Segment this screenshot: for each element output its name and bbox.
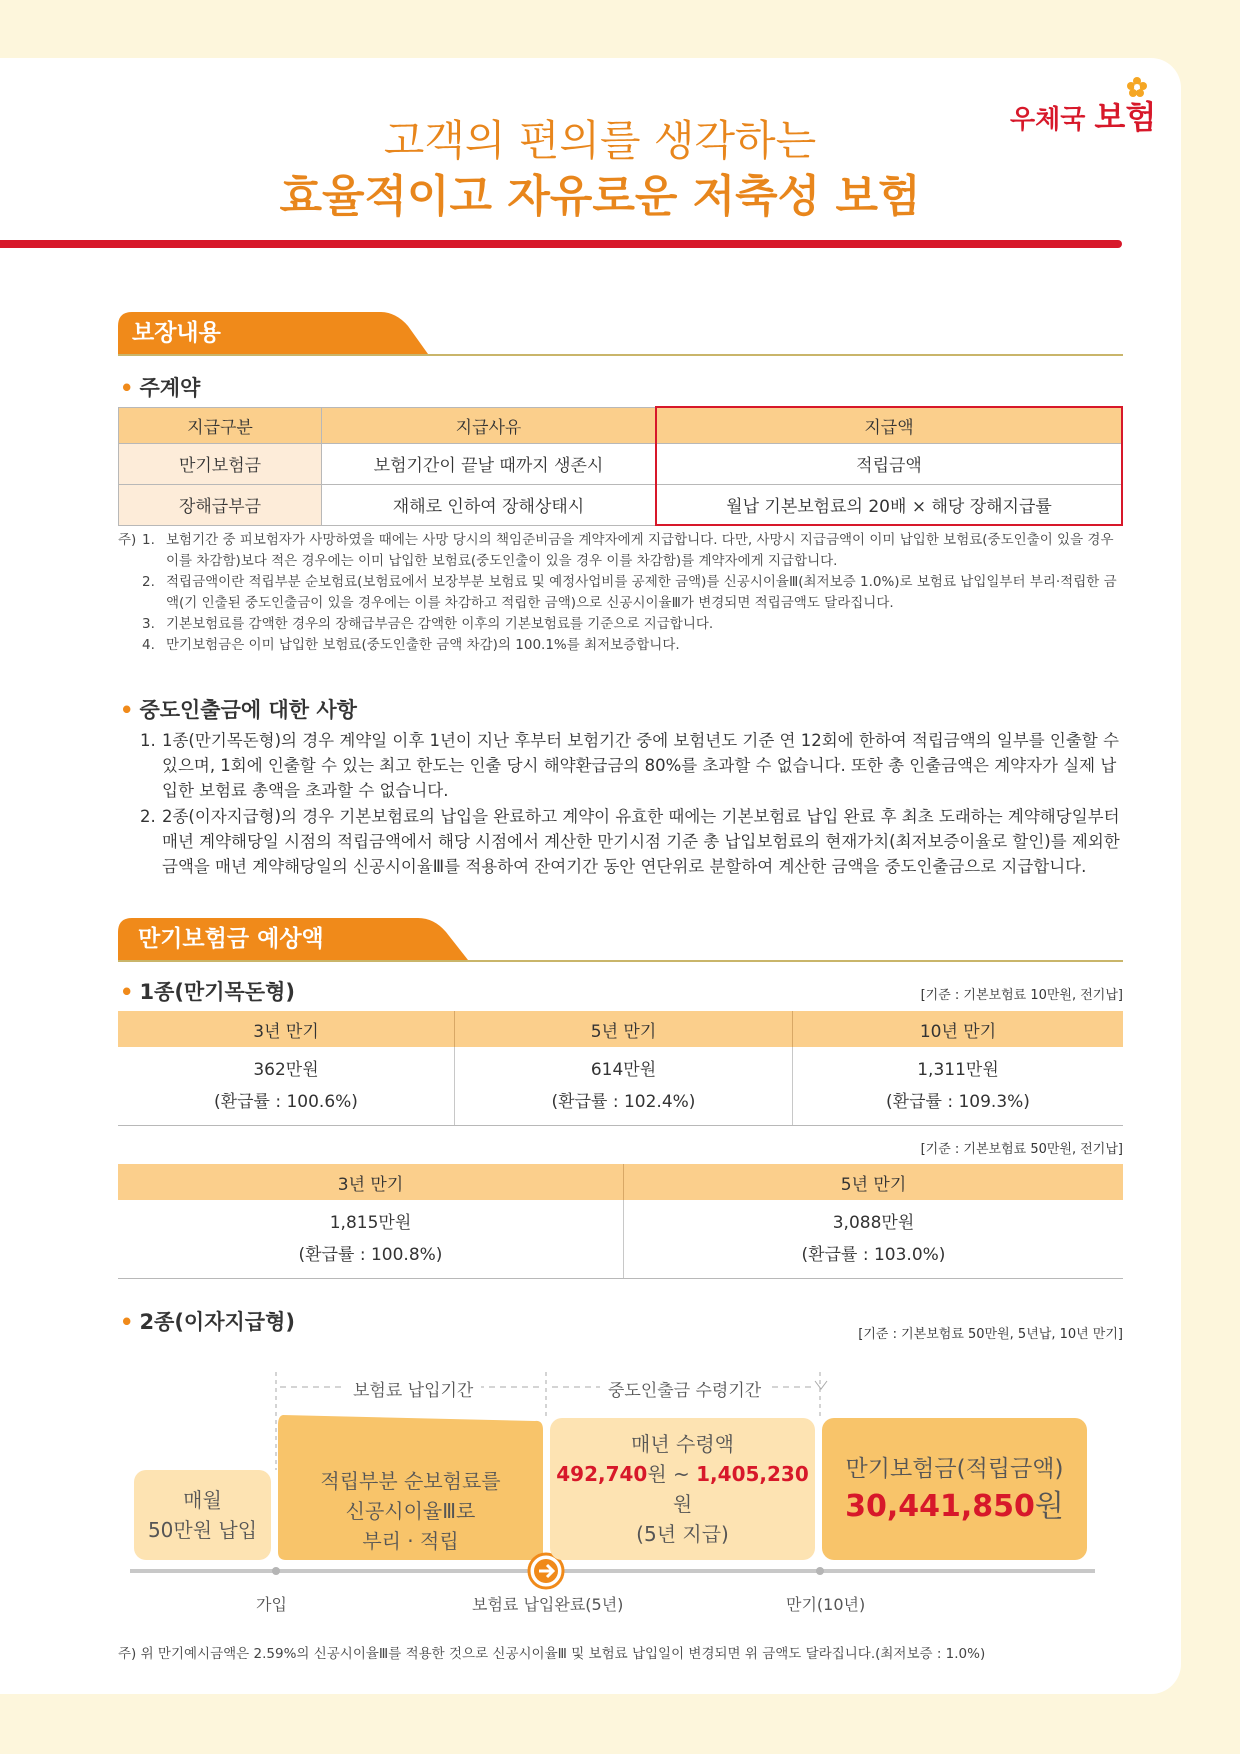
section-title-maturity: 만기보험금 예상액 [138, 926, 324, 952]
subsection-label: 주계약 [139, 376, 201, 400]
basis-note: [기준 : 기본보험료 10만원, 전기납] [920, 988, 1123, 1003]
subsection-label: 1종(만기목돈형) [139, 980, 295, 1004]
bullet-dot: • [120, 376, 134, 400]
basis-note: [기준 : 기본보험료 50만원, 전기납] [920, 1142, 1123, 1157]
table-header-cell: 지급액 [656, 407, 1122, 443]
note-item: 2. 적립금액이란 적립부분 순보험료(보험료에서 보장부분 보험료 및 예정사업비를 공제한 금액)를 신공시이율Ⅲ(최저보증 1.0%)로 보험료 납입일부터 부리·적립한 금액(기 인출된 중도인출금이 있을 경우에는 이를 차감하고 적립한 금액)으로 신공시이율Ⅲ가 변경되면 적립금액도 달라집니다. [142, 574, 1117, 611]
box-maturity-amount: 만기보험금(적립금액) 30,441,850원 [822, 1418, 1087, 1560]
bullet-dot: • [120, 698, 134, 722]
title-line1: 고객의 편의를 생각하는 [383, 116, 817, 165]
table-cell: 장해급부금 [119, 484, 322, 525]
note-item: 4. 만기보험금은 이미 납입한 보험료(중도인출한 금액 차감)의 100.1%를 최저보증합니다. [142, 637, 680, 653]
title-line2: 효율적이고 자유로운 저축성 보험 [279, 171, 921, 222]
table-header-cell: 5년 만기 [624, 1164, 1124, 1200]
table-cell: 보험기간이 끝날 때까지 생존시 [322, 443, 657, 484]
basis-note: [기준 : 기본보험료 50만원, 5년납, 10년 만기] [858, 1327, 1123, 1342]
table-cell: 1,815만원 (환급률 : 100.8%) [118, 1200, 624, 1279]
bullet-dot: • [120, 1310, 134, 1334]
table-cell: 3,088만원 (환급률 : 103.0%) [624, 1200, 1124, 1279]
bullet-dot: • [120, 980, 134, 1004]
note-item: 1. 보험기간 중 피보험자가 사망하였을 때에는 사망 당시의 책임준비금을 계약자에게 지급합니다. 다만, 사망시 지급금액이 이미 납입한 보험료(중도인출이 있을 경우 이를 차감함)보다 적은 경우에는 이미 납입한 보험료(중도인출이 있을 경우 이를 차감함)를 계약자에게 지급합니다. [142, 532, 1114, 569]
period-pay-label: 보험료 납입기간 [345, 1376, 481, 1401]
logo-small-text: 우체국 [1010, 105, 1086, 135]
note-item: 3. 기본보험료를 감액한 경우의 장해급부금은 감액한 이후의 기본보험료를 기준으로 지급합니다. [142, 616, 714, 632]
timeline-label-join: 가입 [256, 1595, 287, 1614]
withdrawal-item: 2. 2종(이자지급형)의 경우 기본보험료의 납입을 완료하고 계약이 유효한 때에는 기본보험료 납입 완료 후 최초 도래하는 계약해당일부터 매년 계약해당일 시점의 적립금액에서 해당 시점에서 계산한 만기시점 기준 총 납입보험료의 현재가치(최저보증이율로 할인)를 제외한 금액을 매년 계약해당일의 신공시이율Ⅲ를 적용하여 잔여기간 동안 연단위로 분할하여 계산한 금액을 중도인출금으로 지급합니다. [140, 807, 1120, 876]
section-title-coverage: 보장내용 [132, 320, 221, 346]
table-cell: 만기보험금 [119, 443, 322, 484]
withdrawal-item: 1. 1종(만기목돈형)의 경우 계약일 이후 1년이 지난 후부터 보험기간 중에 보험년도 기준 연 12회에 한하여 적립금액의 일부를 인출할 수 있으며, 1회에 인출할 수 있는 최고 한도는 인출 당시 해약환급금의 80%를 초과할 수 없습니다. 또한 총 인출금액은 계약자가 실제 납입한 보험료 총액을 초과할 수 없습니다. [140, 731, 1119, 800]
bottom-footnote: 주) 위 만기예시금액은 2.59%의 신공시이율Ⅲ를 적용한 것으로 신공시이율Ⅲ 및 보험료 납입일이 변경되면 위 금액도 달라집니다.(최저보증 : 1.0%) [118, 1646, 986, 1662]
subsection-label: 중도인출금에 대한 사항 [139, 698, 357, 722]
table-header-cell: 지급구분 [119, 407, 322, 443]
table-cell: 614만원 (환급률 : 102.4%) [455, 1047, 793, 1126]
logo-big-text: 보험 [1094, 98, 1157, 136]
box-annual-withdrawal: 매년 수령액 492,740원 ~ 1,405,230원 (5년 지급) [550, 1418, 815, 1560]
table-header-cell: 5년 만기 [455, 1011, 793, 1047]
table-cell: 적립금액 [656, 443, 1122, 484]
timeline-label-payment-complete: 보험료 납입완료(5년) [472, 1595, 624, 1614]
table-cell: 362만원 (환급률 : 100.6%) [118, 1047, 455, 1126]
table-header-cell: 3년 만기 [118, 1164, 624, 1200]
box-accumulate: 적립부분 순보험료를 신공시이율Ⅲ로 부리 · 적립 [320, 1469, 501, 1553]
timeline-label-maturity: 만기(10년) [786, 1595, 866, 1614]
period-withdraw-label: 중도인출금 수령기간 [600, 1376, 769, 1401]
table-cell: 1,311만원 (환급률 : 109.3%) [793, 1047, 1124, 1126]
table-cell: 재해로 인하여 장해상태시 [322, 484, 657, 525]
table-header-cell: 3년 만기 [118, 1011, 455, 1047]
note-prefix: 주) [118, 532, 137, 548]
subsection-label: 2종(이자지급형) [139, 1310, 295, 1334]
box-monthly-payment: 매월 50만원 납입 [134, 1470, 271, 1560]
table-header-cell: 지급사유 [322, 407, 657, 443]
table-header-cell: 10년 만기 [793, 1011, 1124, 1047]
table-cell: 월납 기본보험료의 20배 × 해당 장해지급률 [656, 484, 1122, 525]
